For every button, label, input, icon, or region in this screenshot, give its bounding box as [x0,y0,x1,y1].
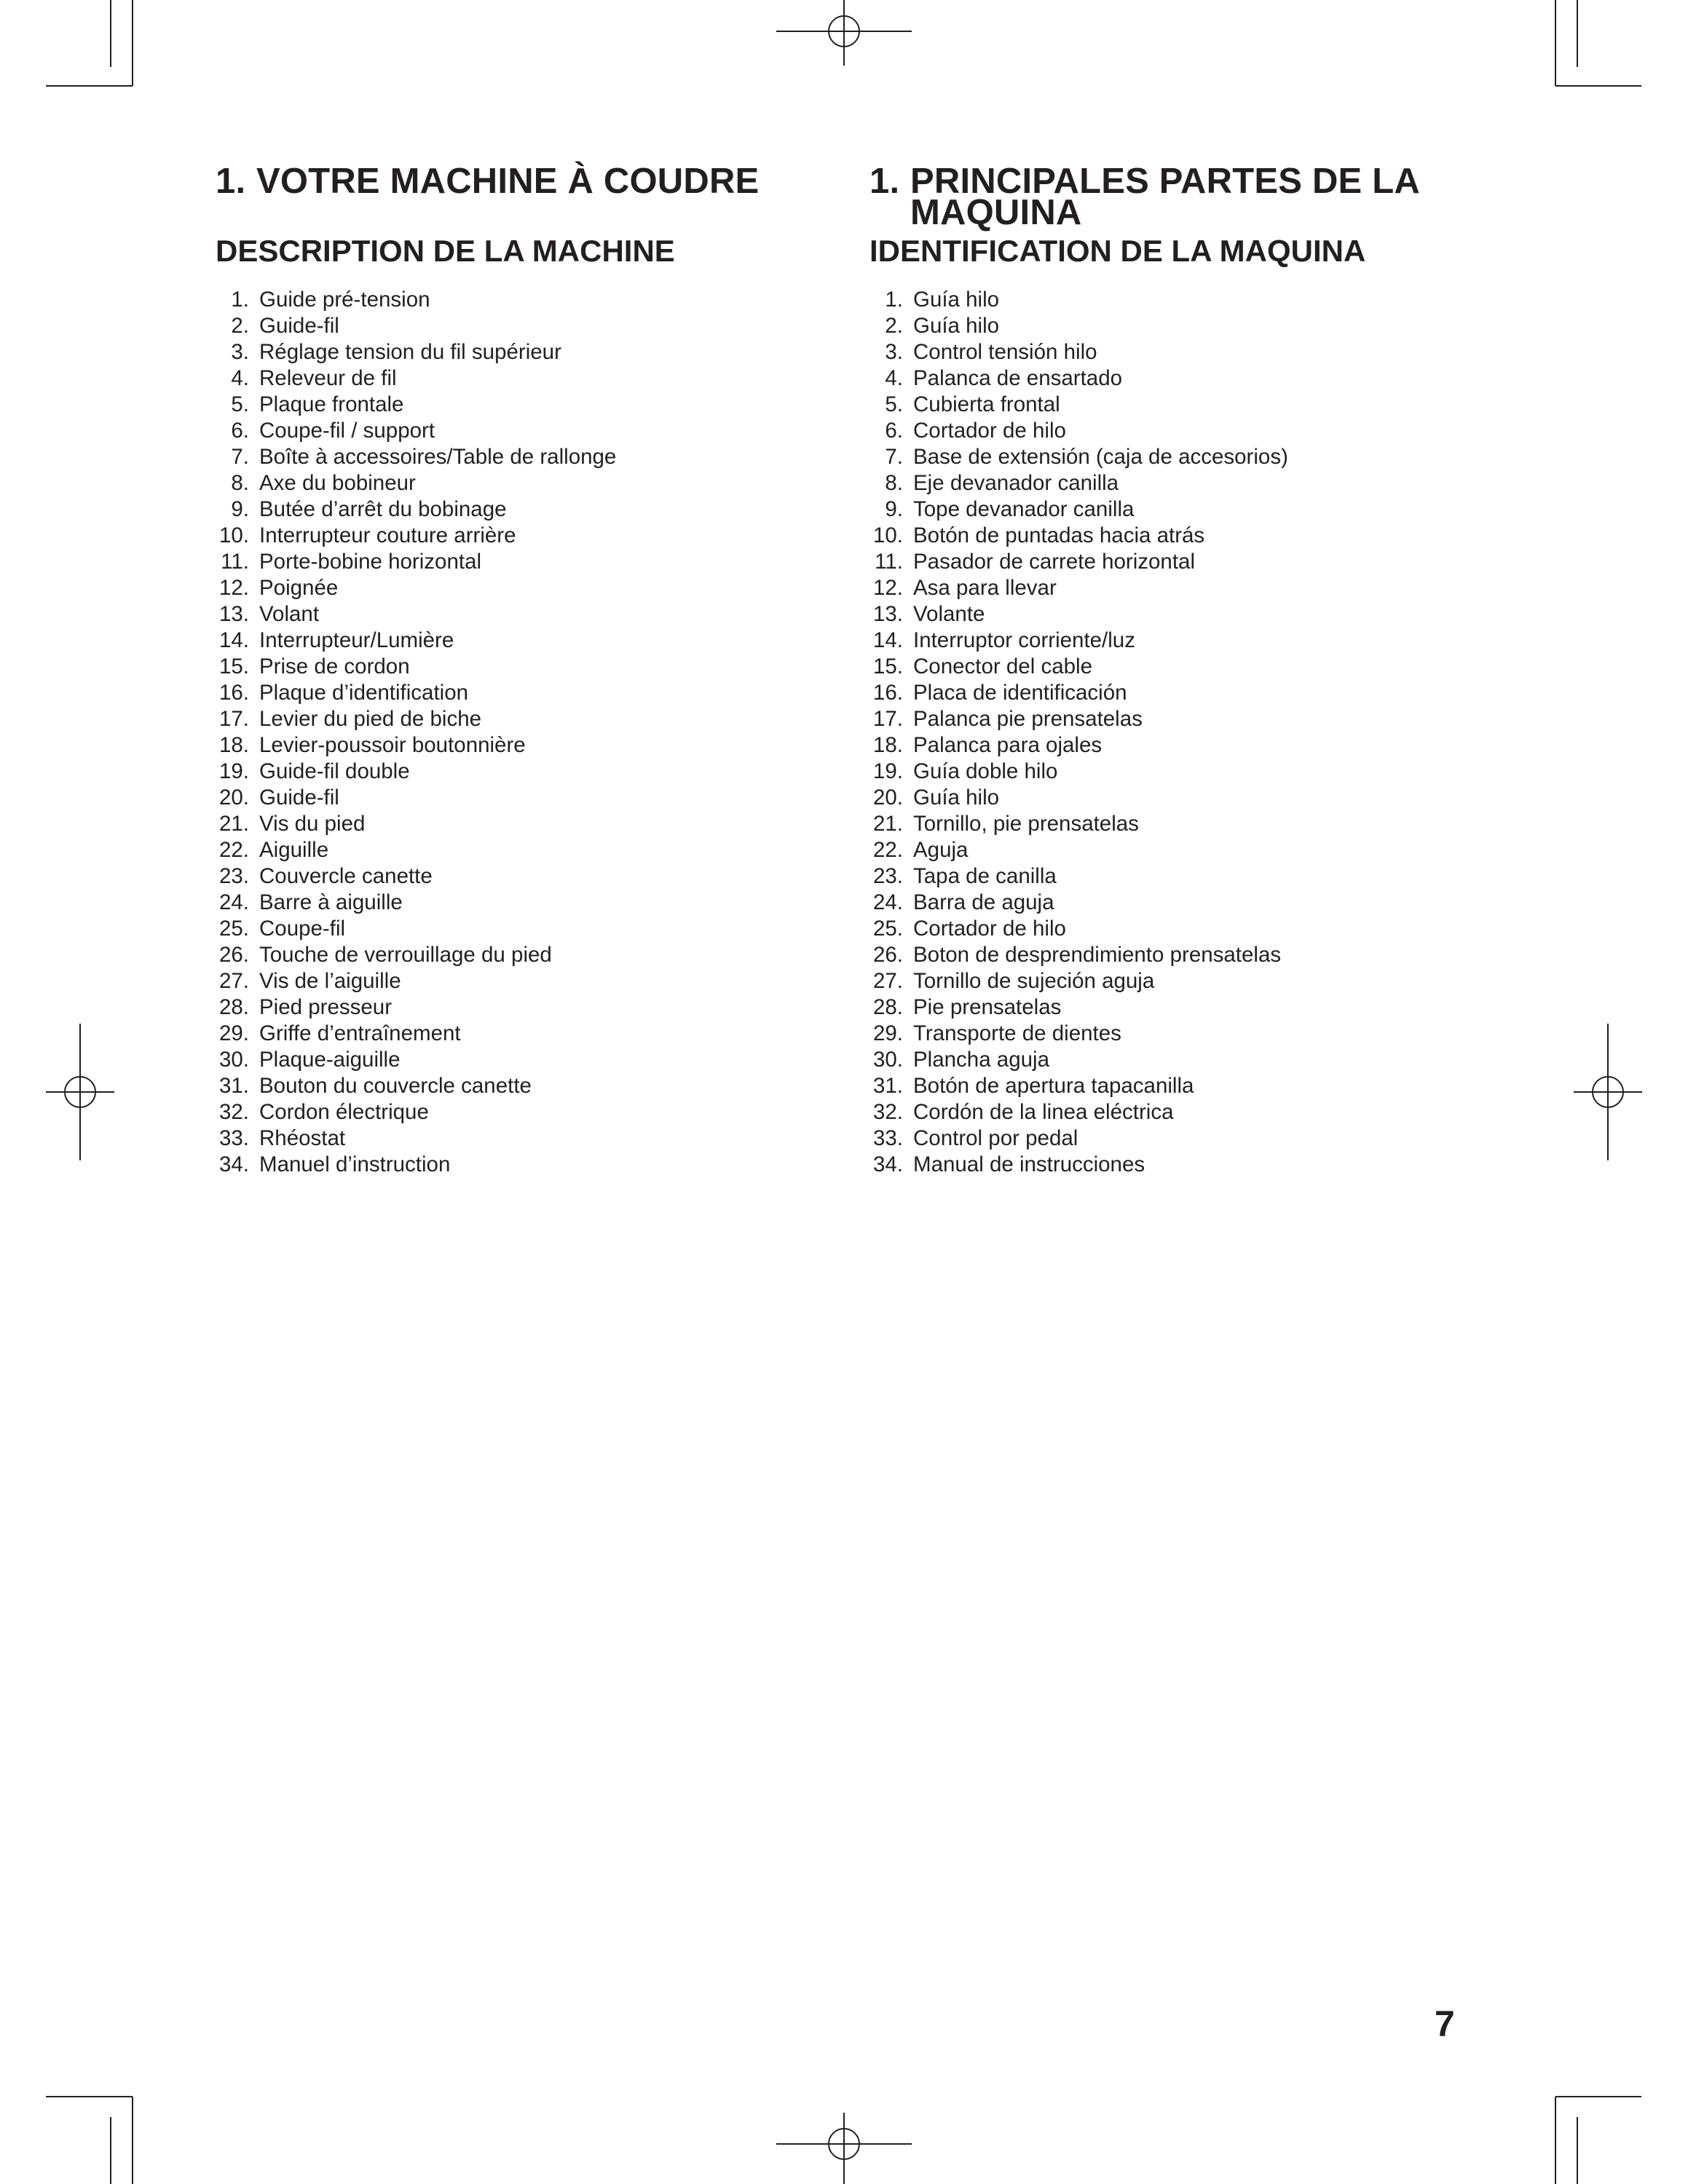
item-label: Réglage tension du fil supérieur [259,340,561,364]
item-label: Axe du bobineur [259,471,416,495]
list-item [869,601,1288,628]
item-label: Guía doble hilo [913,759,1058,783]
item-label: Guía hilo [913,288,1000,312]
item-number: 15. [872,654,903,678]
list-item [869,1099,1288,1125]
list-item [216,680,616,706]
list-item [869,523,1288,549]
item-number: 16. [872,681,903,705]
item-number: 19. [872,759,903,783]
list-item [869,759,1288,785]
item-label: Guide-fil [259,786,339,810]
list-item [869,863,1288,890]
item-label: Aguja [913,838,969,862]
item-label: Plancha aguja [913,1048,1049,1072]
section-title-es: IDENTIFICATION DE LA MAQUINA [869,234,1366,268]
item-label: Levier du pied de biche [259,707,482,731]
list-item [869,1047,1288,1073]
item-number: 1. [885,288,903,312]
item-number: 13. [872,602,903,626]
list-item [216,392,616,418]
list-item [869,575,1288,601]
chapter-number-es: 1. [869,162,900,201]
list-item [216,785,616,811]
item-number: 12. [218,576,249,600]
item-number: 7. [885,445,903,469]
item-number: 23. [872,864,903,888]
item-label: Asa para llevar [913,576,1057,600]
list-item [869,339,1288,365]
list-item [216,732,616,759]
item-label: Botón de apertura tapacanilla [913,1074,1194,1098]
list-item [216,470,616,496]
list-item [216,496,616,523]
item-label: Tapa de canilla [913,864,1057,888]
item-number: 29. [218,1021,249,1045]
list-item [216,1099,616,1125]
list-item [216,549,616,575]
item-number: 23. [218,864,249,888]
item-label: Interrupteur/Lumière [259,628,454,652]
item-number: 9. [885,497,903,521]
list-item [216,759,616,785]
list-item [216,287,616,313]
item-label: Pied presseur [259,995,393,1019]
item-number: 12. [872,576,903,600]
list-item [216,628,616,654]
item-number: 34. [872,1152,903,1176]
item-number: 21. [872,812,903,836]
item-number: 24. [872,890,903,914]
list-item [216,1021,616,1047]
item-label: Volant [259,602,320,626]
list-item [869,680,1288,706]
list-item [869,549,1288,575]
item-number: 5. [231,392,249,416]
list-item [869,392,1288,418]
item-label: Control tensión hilo [913,340,1097,364]
list-item [869,916,1288,942]
list-item [869,968,1288,994]
item-label: Botón de puntadas hacia atrás [913,523,1205,547]
spanish-column [869,162,1496,1176]
item-label: Levier-poussoir boutonnière [259,733,526,757]
crop-mark-top-left [46,0,133,86]
item-label: Guide-fil double [259,759,410,783]
item-number: 20. [872,786,903,810]
item-number: 26. [218,943,249,967]
item-number: 22. [218,838,249,862]
item-number: 22. [872,838,903,862]
parts-list-fr [216,287,616,1178]
item-label: Plaque frontale [259,392,404,416]
item-label: Rhéostat [259,1126,346,1150]
item-number: 27. [218,969,249,993]
item-label: Guía hilo [913,786,1000,810]
list-item [869,1021,1288,1047]
item-number: 21. [218,812,249,836]
item-number: 18. [218,733,249,757]
item-label: Cordón de la linea eléctrica [913,1100,1174,1124]
item-label: Coupe-fil [259,917,346,941]
item-number: 18. [872,733,903,757]
item-number: 14. [872,628,903,652]
item-number: 33. [218,1126,249,1150]
chapter-title-text-fr: VOTRE MACHINE À COUDRE [256,162,760,201]
list-item [216,916,616,942]
item-number: 2. [231,314,249,338]
list-item [869,837,1288,863]
section-title-fr: DESCRIPTION DE LA MACHINE [216,234,675,268]
list-item [869,732,1288,759]
item-number: 24. [218,890,249,914]
list-item [869,890,1288,916]
item-label: Control por pedal [913,1126,1078,1150]
item-label: Plaque-aiguille [259,1048,401,1072]
list-item [216,654,616,680]
registration-mark-bottom [776,2113,912,2184]
list-item [869,628,1288,654]
list-item [869,496,1288,523]
item-number: 9. [231,497,249,521]
item-label: Palanca pie prensatelas [913,707,1143,731]
item-label: Pasador de carrete horizontal [913,550,1196,574]
item-number: 8. [231,471,249,495]
list-item [216,1073,616,1099]
item-number: 30. [218,1048,249,1072]
item-label: Placa de identificación [913,681,1127,705]
list-item [216,418,616,444]
crop-mark-bottom-left [46,2097,133,2184]
item-label: Base de extensión (caja de accesorios) [913,445,1288,469]
list-item [216,863,616,890]
item-label: Tornillo, pie prensatelas [913,812,1139,836]
item-number: 4. [885,366,903,390]
item-label: Vis de l’aiguille [259,969,401,993]
item-number: 11. [875,550,903,574]
item-label: Touche de verrouillage du pied [259,943,552,967]
item-number: 34. [218,1152,249,1176]
item-label: Manuel d’instruction [259,1152,451,1176]
item-label: Tope devanador canilla [913,497,1135,521]
chapter-title-es [869,162,1496,232]
list-item [216,444,616,470]
item-label: Guide-fil [259,314,339,338]
item-number: 3. [231,340,249,364]
item-number: 29. [872,1021,903,1045]
item-number: 1. [231,288,249,312]
item-number: 7. [231,445,249,469]
list-item [869,313,1288,339]
item-label: Volante [913,602,985,626]
list-item [216,837,616,863]
item-number: 3. [885,340,903,364]
item-number: 26. [872,943,903,967]
item-number: 30. [872,1048,903,1072]
list-item [216,1125,616,1152]
item-number: 13. [218,602,249,626]
item-label: Coupe-fil / support [259,419,435,443]
item-number: 28. [872,995,903,1019]
item-label: Griffe d’entraînement [259,1021,461,1045]
list-item [216,890,616,916]
item-label: Guía hilo [913,314,1000,338]
list-item [216,994,616,1021]
list-item [869,470,1288,496]
item-label: Palanca de ensartado [913,366,1123,390]
registration-mark-top [776,0,912,66]
item-number: 25. [218,917,249,941]
list-item [869,1125,1288,1152]
item-label: Interrupteur couture arrière [259,523,516,547]
list-item [216,1152,616,1178]
crop-mark-top-right [1555,0,1641,86]
item-number: 8. [885,471,903,495]
item-number: 32. [218,1100,249,1124]
item-number: 5. [885,392,903,416]
list-item [869,785,1288,811]
list-item [216,1047,616,1073]
item-label: Bouton du couvercle canette [259,1074,532,1098]
item-number: 6. [231,419,249,443]
item-number: 31. [218,1074,249,1098]
item-number: 14. [218,628,249,652]
item-number: 2. [885,314,903,338]
item-label: Tornillo de sujeción aguja [913,969,1155,993]
item-number: 17. [872,707,903,731]
item-number: 16. [218,681,249,705]
item-number: 33. [872,1126,903,1150]
list-item [216,365,616,392]
item-label: Cortador de hilo [913,917,1066,941]
item-label: Palanca para ojales [913,733,1103,757]
list-item [216,313,616,339]
list-item [869,287,1288,313]
item-label: Eje devanador canilla [913,471,1119,495]
list-item [869,1152,1288,1178]
item-label: Conector del cable [913,654,1092,678]
item-number: 25. [872,917,903,941]
list-item [869,1073,1288,1099]
item-label: Barre à aiguille [259,890,403,914]
item-number: 4. [231,366,249,390]
crop-mark-bottom-right [1555,2097,1641,2184]
item-number: 32. [872,1100,903,1124]
registration-mark-left [46,1024,114,1160]
list-item [869,942,1288,968]
item-number: 10. [872,523,903,547]
parts-list-es [869,287,1288,1178]
item-label: Boton de desprendimiento prensatelas [913,943,1282,967]
list-item [216,601,616,628]
item-label: Cordon électrique [259,1100,429,1124]
item-label: Couvercle canette [259,864,433,888]
item-label: Porte-bobine horizontal [259,550,482,574]
item-label: Aiguille [259,838,329,862]
chapter-title-text-es: PRINCIPALES PARTES DE LA MAQUINA [910,162,1419,232]
item-label: Transporte de dientes [913,1021,1121,1045]
list-item [216,706,616,732]
item-label: Prise de cordon [259,654,410,678]
french-column [216,162,827,1176]
item-label: Cortador de hilo [913,419,1066,443]
list-item [869,994,1288,1021]
item-number: 11. [221,550,249,574]
list-item [216,523,616,549]
item-number: 17. [218,707,249,731]
item-label: Plaque d’identification [259,681,469,705]
list-item [869,706,1288,732]
item-number: 31. [872,1074,903,1098]
item-number: 6. [885,419,903,443]
chapter-number-fr: 1. [216,162,246,201]
item-label: Manual de instrucciones [913,1152,1145,1176]
list-item [869,811,1288,837]
item-label: Pie prensatelas [913,995,1062,1019]
item-label: Releveur de fil [259,366,397,390]
item-number: 27. [872,969,903,993]
list-item [216,339,616,365]
list-item [216,575,616,601]
item-label: Vis du pied [259,812,366,836]
item-number: 15. [218,654,249,678]
item-label: Interruptor corriente/luz [913,628,1135,652]
list-item [869,444,1288,470]
item-number: 19. [218,759,249,783]
item-label: Boîte à accessoires/Table de rallonge [259,445,617,469]
item-label: Barra de aguja [913,890,1054,914]
chapter-title-fr [216,162,827,201]
item-label: Guide pré-tension [259,288,430,312]
item-label: Poignée [259,576,339,600]
list-item [216,942,616,968]
item-label: Butée d’arrêt du bobinage [259,497,507,521]
list-item [869,654,1288,680]
registration-mark-right [1574,1024,1642,1160]
item-label: Cubierta frontal [913,392,1060,416]
list-item [869,418,1288,444]
item-number: 28. [218,995,249,1019]
item-number: 10. [218,523,249,547]
list-item [869,365,1288,392]
list-item [216,811,616,837]
list-item [216,968,616,994]
page-number: 7 [1435,2003,1455,2044]
item-number: 20. [218,786,249,810]
